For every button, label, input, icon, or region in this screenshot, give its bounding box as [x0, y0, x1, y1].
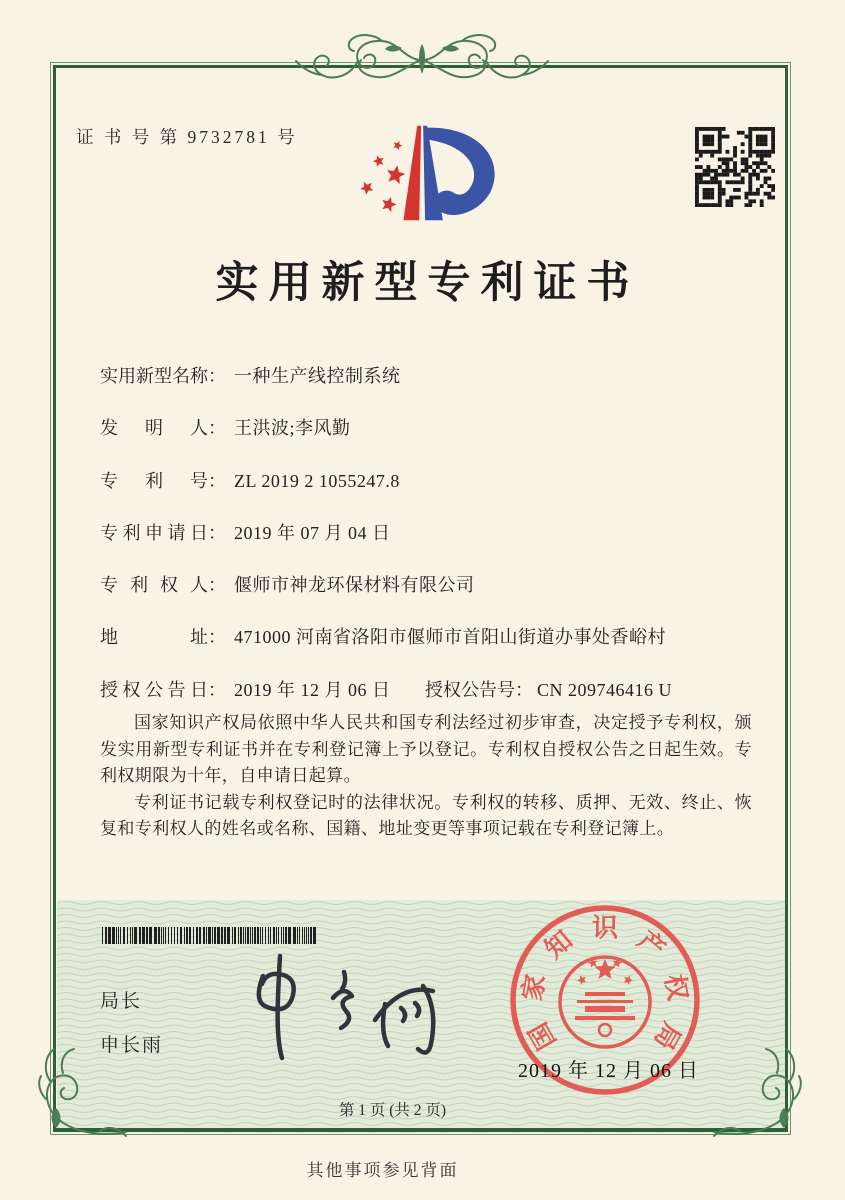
field-value: 471000 河南省洛阳市偃师市首阳山街道办事处香峪村 [234, 627, 666, 648]
director-signature-icon [233, 946, 445, 1062]
corner-ornament-left-icon [36, 1046, 128, 1138]
svg-text:局: 局 [648, 1017, 687, 1055]
barcode [102, 927, 318, 944]
legal-text [100, 710, 752, 843]
back-note: 其他事项参见背面 [306, 1161, 459, 1180]
top-scroll-ornament-icon [292, 32, 552, 88]
field-value: 2019 年 12 月 06 日 [234, 679, 391, 700]
legal-paragraph-2: 专利证书记载专利权登记时的法律状况。专利权的转移、质押、无效、终止、恢复和专利权人的姓名或名称、国籍、地址变更等事项记载在专利登记簿上。 [100, 792, 752, 839]
field-label: 地址 [100, 627, 208, 648]
field-row-name: 实用新型名称： 一种生产线控制系统 [100, 362, 760, 414]
cnipa-logo-icon [332, 110, 530, 238]
page-number: 第 1 页 (共 2 页) [338, 1102, 447, 1119]
director-title: 局长 [100, 991, 143, 1012]
director-name: 申长雨 [100, 1035, 164, 1056]
field-value: 2019 年 07 月 04 日 [234, 522, 391, 543]
svg-text:家: 家 [517, 972, 551, 1003]
field-row-inventor: 发明人： 王洪波;李风勤 [100, 414, 760, 466]
field-value: 偃师市神龙环保材料有限公司 [234, 575, 475, 596]
field-row-filing-date: 专利申请日： 2019 年 07 月 04 日 [100, 519, 760, 571]
legal-paragraph-1: 国家知识产权局依照中华人民共和国专利法经过初步审查，决定授予专利权，颁发实用新型专利证书并在专利登记簿上予以登记。专利权自授权公告之日起生效。专利权期限为十年，自申请日起算。 [100, 713, 752, 786]
field-value: CN 209746416 U [537, 679, 673, 700]
field-label: 实用新型名称 [100, 366, 208, 386]
qr-code [695, 127, 775, 212]
issue-date: 2019 年 12 月 06 日 [518, 1060, 699, 1082]
field-label: 授权公告号 [425, 679, 515, 700]
corner-ornament-right-icon [712, 1046, 804, 1138]
field-row-grant-date: 授权公告日： 2019 年 12 月 06 日 授权公告号： CN 209746416 U [100, 676, 760, 728]
svg-text:国: 国 [523, 1017, 562, 1055]
svg-text:识: 识 [591, 913, 619, 943]
field-label: 专利号 [100, 470, 208, 491]
svg-text:知: 知 [539, 925, 578, 965]
field-value: ZL 2019 2 1055247.8 [234, 470, 400, 491]
certificate-title: 实用新型专利证书 [215, 260, 640, 307]
field-row-patentee: 专利权人： 偃师市神龙环保材料有限公司 [100, 571, 760, 623]
field-label: 授权公告日 [100, 679, 208, 700]
field-label: 专利权人 [100, 575, 208, 596]
certificate-number: 证 书 号 第 9732781 号 [76, 127, 298, 147]
field-label: 专利申请日 [100, 522, 208, 543]
field-grant-number: 授权公告号： CN 209746416 U [425, 679, 673, 700]
field-row-patent-no: 专利号： ZL 2019 2 1055247.8 [100, 467, 760, 519]
field-value: 一种生产线控制系统 [234, 366, 401, 386]
field-row-address: 地址： 471000 河南省洛阳市偃师市首阳山街道办事处香峪村 [100, 623, 760, 675]
svg-text:产: 产 [632, 925, 671, 965]
national-emblem-icon [560, 957, 650, 1047]
certificate-fields [100, 362, 760, 728]
field-label: 发明人 [100, 418, 208, 439]
svg-text:权: 权 [659, 972, 693, 1003]
field-value: 王洪波;李风勤 [234, 418, 351, 439]
